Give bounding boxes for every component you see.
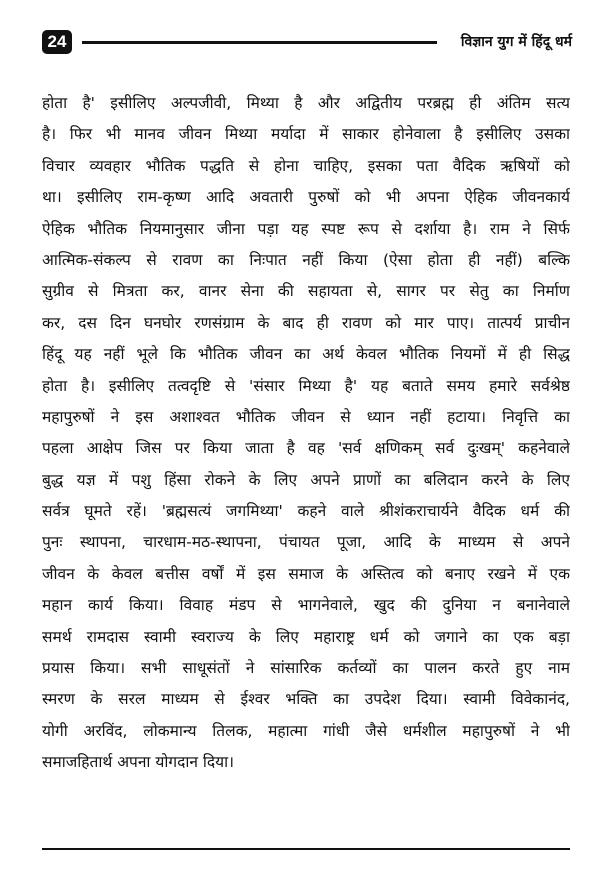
text-line: आत्मिक-संकल्प से रावण का निःपात नहीं किया (ऐसा होता ही नहीं) बल्कि: [42, 250, 570, 269]
text-line: विचार व्यवहार भौतिक पद्धति से होना चाहिए, इसका पता वैदिक ऋषियों को: [42, 156, 570, 175]
text-line: सुग्रीव से मित्रता कर, वानर सेना की सहायता से, सागर पर सेतु का निर्माण: [42, 282, 570, 301]
page-header: [42, 30, 572, 56]
text-line: पहला आक्षेप जिस पर किया जाता है वह 'सर्व क्षणिकम् सर्व दुःखम्' कहनेवाले: [42, 439, 570, 458]
text-line: ऐहिक भौतिक नियमानुसार जीना पड़ा यह स्पष्ट रूप से दर्शाया है। राम ने सिर्फ: [42, 219, 570, 238]
body-paragraph: [42, 88, 570, 779]
text-line: स्मरण के सरल माध्यम से ईश्वर भक्ति का उपदेश दिया। स्वामी विवेकानंद,: [42, 690, 570, 709]
text-line: है। फिर भी मानव जीवन मिथ्या मर्यादा में साकार होनेवाला है इसीलिए उसका: [42, 125, 570, 144]
text-line: पुनः स्थापना, चारधाम-मठ-स्थापना, पंचायत पूजा, आदि के माध्यम से अपने: [42, 533, 570, 552]
running-title: विज्ञान युग में हिंदू धर्म: [460, 34, 572, 50]
text-line: योगी अरविंद, लोकमान्य तिलक, महात्मा गांधी जैसे धर्मशील महापुरुषों ने भी: [42, 721, 570, 740]
text-line: कर, दस दिन घनघोर रणसंग्राम के बाद ही रावण को मार पाए। तात्पर्य प्राचीन: [42, 313, 570, 332]
page-number-badge: 24: [42, 30, 72, 54]
text-line: महापुरुषों ने इस अशाश्वत भौतिक जीवन से ध्यान नहीं हटाया। निवृत्ति का: [42, 407, 570, 426]
text-line: सर्वत्र घूमते रहें। 'ब्रह्मसत्यं जगमिथ्या' कहने वाले श्रीशंकराचार्यने वैदिक धर्म की: [42, 502, 570, 521]
text-line: समाजहितार्थ अपना योगदान दिया।: [42, 753, 235, 772]
text-line: होता है' इसीलिए अल्पजीवी, मिथ्या है और अद्वितीय परब्रह्म ही अंतिम सत्य: [42, 94, 570, 112]
header-rule: [82, 41, 437, 44]
text-line: बुद्ध यज्ञ में पशु हिंसा रोकने के लिए अपने प्राणों का बलिदान करने के लिए: [42, 470, 570, 489]
text-line: जीवन के केवल बत्तीस वर्षों में इस समाज के अस्तित्व को बनाए रखने में एक: [42, 564, 570, 583]
text-line: हिंदू यह नहीं भूले कि भौतिक जीवन का अर्थ केवल भौतिक नियमों में ही सिद्ध: [42, 345, 570, 364]
text-line: समर्थ रामदास स्वामी स्वराज्य के लिए महाराष्ट्र धर्म को जगाने का एक बड़ा: [42, 627, 570, 646]
text-line: था। इसीलिए राम-कृष्ण आदि अवतारी पुरुषों को भी अपना ऐहिक जीवनकार्य: [42, 188, 570, 207]
footer-rule: [42, 848, 570, 850]
text-line: होता है। इसीलिए तत्वदृष्टि से 'संसार मिथ्या है' यह बताते समय हमारे सर्वश्रेष्ठ: [42, 376, 570, 395]
text-line: प्रयास किया। सभी साधूसंतों ने सांसारिक कर्तव्यों का पालन करते हुए नाम: [42, 659, 570, 678]
text-line: महान कार्य किया। विवाह मंडप से भागनेवाले, खुद की दुनिया न बनानेवाले: [42, 596, 570, 615]
